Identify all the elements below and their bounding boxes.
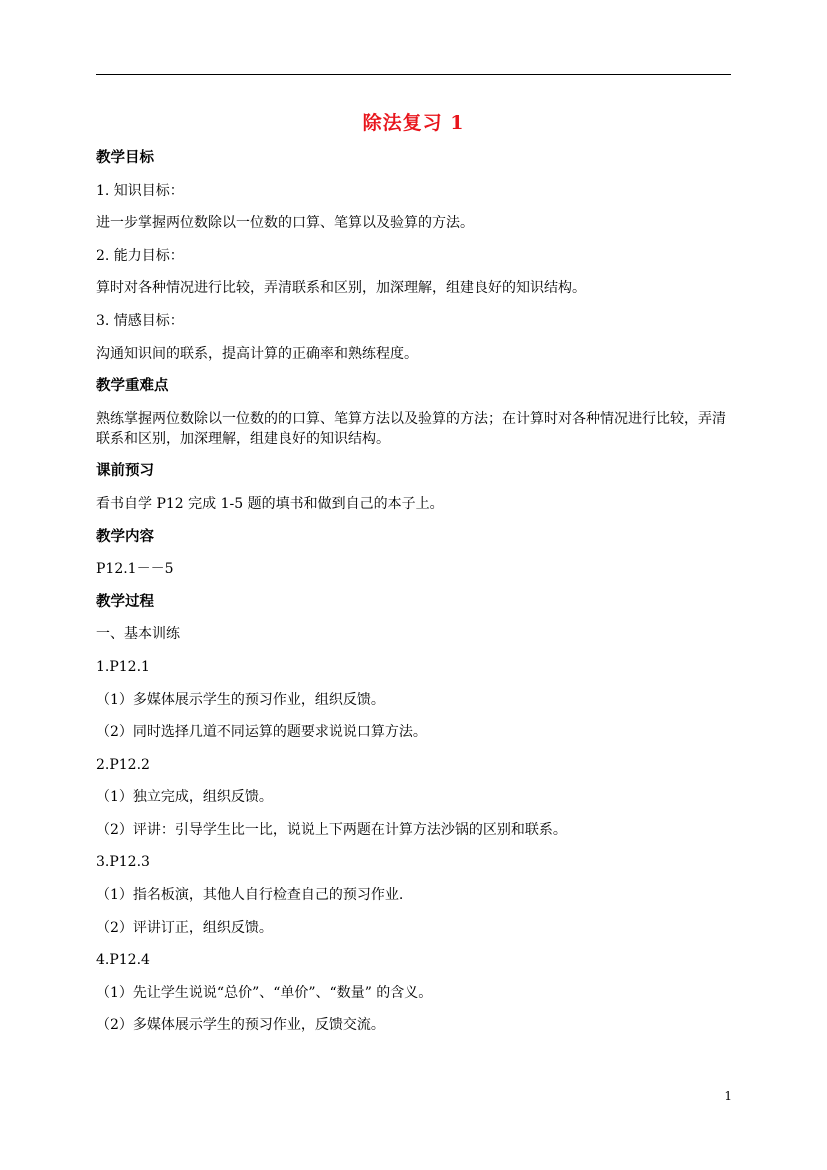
paragraph-line: （2）评讲：引导学生比一比，说说上下两题在计算方法沙锅的区别和联系。 <box>96 821 567 838</box>
paragraph-line: 看书自学 P12 完成 1-5 题的填书和做到自己的本子上。 <box>96 495 444 512</box>
paragraph-line: （1）先让学生说说“总价”、“单价”、“数量” 的含义。 <box>96 984 433 1001</box>
document-body <box>96 148 731 1048</box>
paragraph-line: （1）独立完成，组织反馈。 <box>96 789 273 806</box>
section-heading: 教学过程 <box>96 592 154 610</box>
paragraph-line: （1）多媒体展示学生的预习作业，组织反馈。 <box>96 691 385 708</box>
paragraph-line: （1）指名板演，其他人自行检查自己的预习作业. <box>96 887 404 904</box>
paragraph-line: 1.P12.1 <box>96 658 150 675</box>
paragraph-line: 3. 情感目标： <box>96 312 184 329</box>
paragraph-line: 熟练掌握两位数除以一位数的的口算、笔算方法以及验算的方法；在计算时对各种情况进行比较，弄清联系和区别，加深理解，组建良好的知识结构。 <box>96 410 726 447</box>
paragraph-line: 算时对各种情况进行比较，弄清联系和区别，加深理解，组建良好的知识结构。 <box>96 280 586 297</box>
paragraph-line: 一、基本训练 <box>96 626 180 643</box>
paragraph-line: 进一步掌握两位数除以一位数的口算、笔算以及验算的方法。 <box>96 215 474 232</box>
page-number: 1 <box>724 1089 732 1103</box>
paragraph-line: 2. 能力目标： <box>96 247 184 264</box>
section-heading: 教学内容 <box>96 527 154 545</box>
paragraph-line: 3.P12.3 <box>96 854 150 871</box>
section-heading: 教学重难点 <box>96 377 169 395</box>
paragraph-line: （2）多媒体展示学生的预习作业，反馈交流。 <box>96 1017 385 1034</box>
paragraph-line: （2）同时选择几道不同运算的题要求说说口算方法。 <box>96 724 427 741</box>
paragraph-line: 1. 知识目标： <box>96 182 184 199</box>
header-rule <box>96 74 731 75</box>
paragraph-line: 2.P12.2 <box>96 756 150 773</box>
paragraph-line: 沟通知识间的联系，提高计算的正确率和熟练程度。 <box>96 345 418 362</box>
document-title: 除法复习 1 <box>362 112 465 134</box>
paragraph-line: （2）评讲订正，组织反馈。 <box>96 919 273 936</box>
paragraph-line: P12.1－－5 <box>96 561 174 578</box>
section-heading: 课前预习 <box>96 462 154 480</box>
section-heading: 教学目标 <box>96 149 154 166</box>
paragraph-line: 4.P12.4 <box>96 952 150 969</box>
